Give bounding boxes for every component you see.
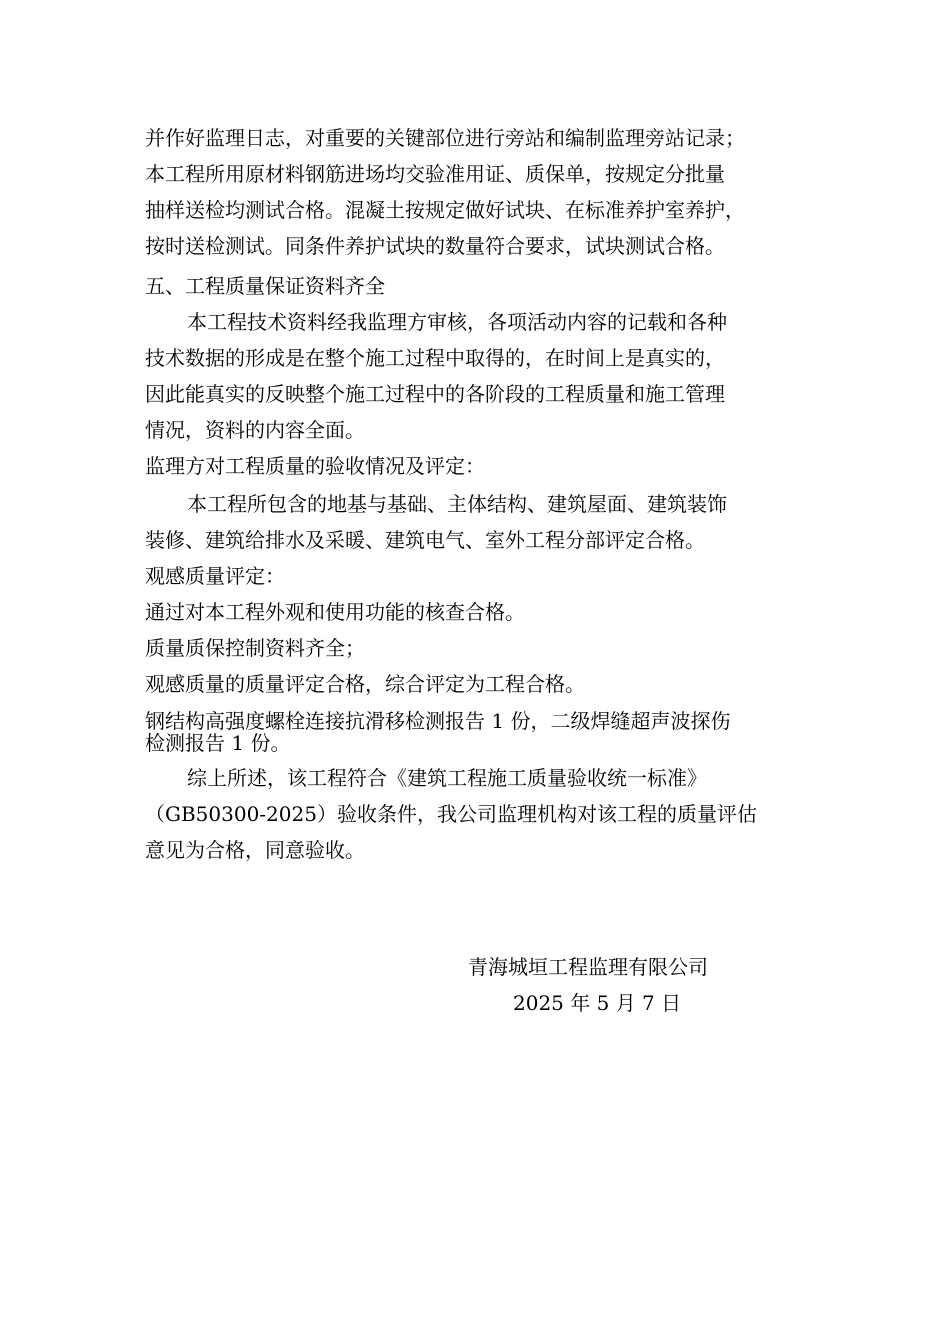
paragraph-line: 抽样送检均测试合格。混凝土按规定做好试块、在标准养护室养护，	[145, 198, 745, 222]
signature-date: 2025 年 5 月 7 日	[513, 991, 682, 1015]
appearance-heading: 观感质量评定：	[145, 564, 285, 588]
paragraph-line: 按时送检测试。同条件养护试块的数量符合要求，试块测试合格。	[145, 234, 725, 258]
paragraph-line: 并作好监理日志，对重要的关键部位进行旁站和编制监理旁站记录；	[145, 126, 745, 150]
acceptance-heading: 监理方对工程质量的验收情况及评定：	[145, 454, 485, 478]
paragraph-line: 装修、建筑给排水及采暖、建筑电气、室外工程分部评定合格。	[145, 528, 705, 552]
paragraph-line: 检测报告 1 份。	[145, 731, 291, 755]
paragraph-line: 因此能真实的反映整个施工过程中的各阶段的工程质量和施工管理	[145, 382, 725, 406]
company-name: 青海城垣工程监理有限公司	[468, 955, 708, 979]
appearance-text: 通过对本工程外观和使用功能的核查合格。	[145, 600, 525, 624]
document-body	[145, 120, 815, 868]
paragraph-line: 综上所述，该工程符合《建筑工程施工质量验收统一标准》	[187, 766, 707, 790]
paragraph-line: 意见为合格，同意验收。	[145, 838, 365, 862]
paragraph-line: 本工程所包含的地基与基础、主体结构、建筑屋面、建筑装饰	[187, 492, 727, 516]
section-heading-5: 五、工程质量保证资料齐全	[145, 274, 385, 298]
paragraph-line: （GB50300-2025）验收条件，我公司监理机构对该工程的质量评估	[145, 802, 757, 826]
paragraph-line: 钢结构高强度螺栓连接抗滑移检测报告 1 份，二级焊缝超声波探伤	[145, 709, 731, 733]
docs-text: 质量质保控制资料齐全；	[145, 636, 365, 660]
overall-text: 观感质量的质量评定合格，综合评定为工程合格。	[145, 672, 585, 696]
paragraph-line: 本工程所用原材料钢筋进场均交验准用证、质保单，按规定分批量	[145, 162, 725, 186]
paragraph-line: 情况，资料的内容全面。	[145, 418, 365, 442]
paragraph-line: 本工程技术资料经我监理方审核，各项活动内容的记载和各种	[187, 310, 727, 334]
steel-report	[145, 710, 815, 754]
paragraph-line: 技术数据的形成是在整个施工过程中取得的，在时间上是真实的，	[145, 346, 725, 370]
